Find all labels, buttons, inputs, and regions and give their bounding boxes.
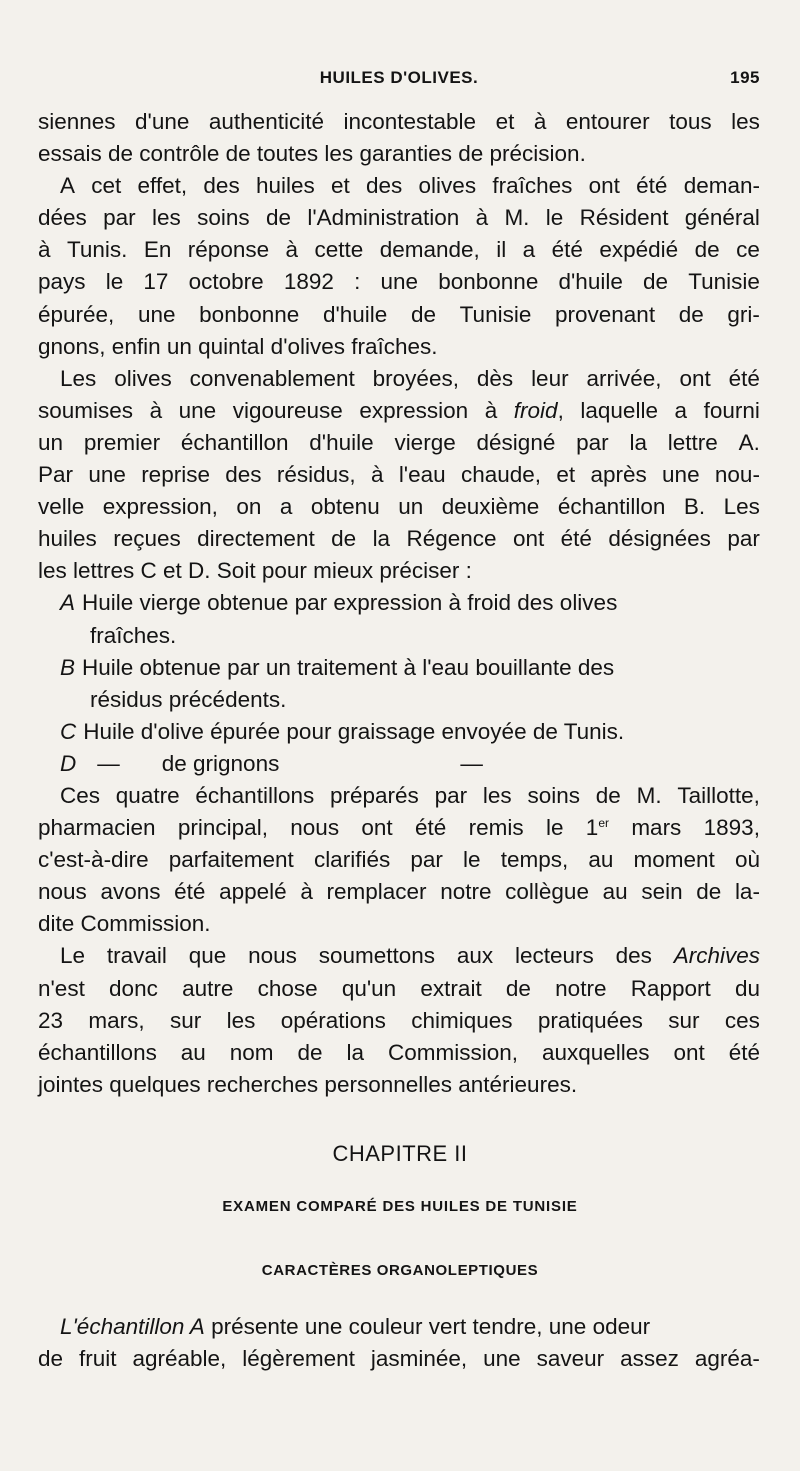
sample-b-line: B Huile obtenue par un traitement à l'eau bouillante des	[38, 652, 760, 684]
text-line: pays le 17 octobre 1892 : une bonbonne d'huile de Tunisie	[38, 269, 760, 295]
text-line: échantillons au nom de la Commission, auxquelles ont été	[38, 1039, 760, 1065]
text-line: épurée, une bonbonne d'huile de Tunisie provenant de gri-	[38, 301, 760, 327]
sample-letter: C	[60, 718, 77, 744]
text-line: L'échantillon A présente une couleur vert tendre, une odeur	[38, 1311, 760, 1343]
sample-reference: L'échantillon A	[60, 1314, 205, 1339]
text-line: Par une reprise des résidus, à l'eau chaude, et après une nou-	[38, 462, 760, 488]
text-line: gnons, enfin un quintal d'olives fraîches.	[38, 333, 438, 359]
text-line: siennes d'une authenticité incontestable et à entourer tous les	[38, 109, 760, 134]
text-line: Ces quatre échantillons préparés par les soins de M. Taillotte,	[60, 782, 760, 808]
closing-paragraph	[38, 1311, 760, 1375]
text-line: les lettres C et D. Soit pour mieux préciser :	[38, 558, 472, 584]
text-line: Le travail que nous soumettons aux lecteurs des Archives	[60, 943, 760, 969]
text-line: dées par les soins de l'Administration à M. le Résident général	[38, 205, 760, 231]
body-text	[38, 106, 760, 1101]
text-line: pharmacien principal, nous ont été remis le 1er mars 1893,	[38, 815, 760, 841]
text-line: jointes quelques recherches personnelles antérieures.	[38, 1071, 578, 1097]
text-line: n'est donc autre chose qu'un extrait de notre Rapport du	[38, 975, 760, 1001]
chapter-heading: CHAPITRE II	[332, 1141, 468, 1166]
text-line: à Tunis. En réponse à cette demande, il a été expédié de ce	[38, 237, 760, 263]
running-header	[38, 68, 760, 94]
text-line: soumises à une vigoureuse expression à froid, laquelle a fourni	[38, 397, 760, 423]
text-line: dite Commission.	[38, 911, 211, 937]
sample-a-line: A Huile vierge obtenue par expression à froid des olives	[38, 587, 760, 619]
text-line: c'est-à-dire parfaitement clarifiés par le temps, au moment où	[38, 847, 760, 873]
text-line: un premier échantillon d'huile vierge désigné par la lettre A.	[38, 429, 760, 455]
sample-d-line: D — de grignons —	[38, 748, 760, 780]
sample-letter: A	[60, 590, 76, 616]
page-number: 195	[730, 68, 760, 87]
text-line: essais de contrôle de toutes les garanties de précision.	[38, 141, 586, 167]
sample-b-cont: résidus précédents.	[90, 686, 287, 712]
text-line: nous avons été appelé à remplacer notre collègue au sein de la-	[38, 879, 760, 905]
sample-letter: B	[60, 654, 76, 680]
section-heading: EXAMEN COMPARÉ DES HUILES DE TUNISIE	[222, 1198, 578, 1215]
subsection-heading: CARACTÈRES ORGANOLEPTIQUES	[261, 1262, 539, 1279]
text-line: 23 mars, sur les opérations chimiques pratiquées sur ces	[38, 1007, 760, 1033]
sample-letter: D	[60, 750, 77, 776]
sample-a-cont: fraîches.	[90, 622, 177, 648]
text-line: velle expression, on a obtenu un deuxième échantillon B. Les	[38, 494, 760, 520]
text-line: de fruit agréable, légèrement jasminée, une saveur assez agréa-	[38, 1346, 760, 1371]
text-line: huiles reçues directement de la Régence ont été désignées par	[38, 526, 760, 552]
running-title: HUILES D'OLIVES.	[319, 68, 479, 87]
sample-c-line: C Huile d'olive épurée pour graissage envoyée de Tunis.	[38, 716, 760, 748]
text-line: Les olives convenablement broyées, dès leur arrivée, ont été	[60, 365, 760, 391]
text-line: A cet effet, des huiles et des olives fraîches ont été deman-	[60, 173, 760, 199]
